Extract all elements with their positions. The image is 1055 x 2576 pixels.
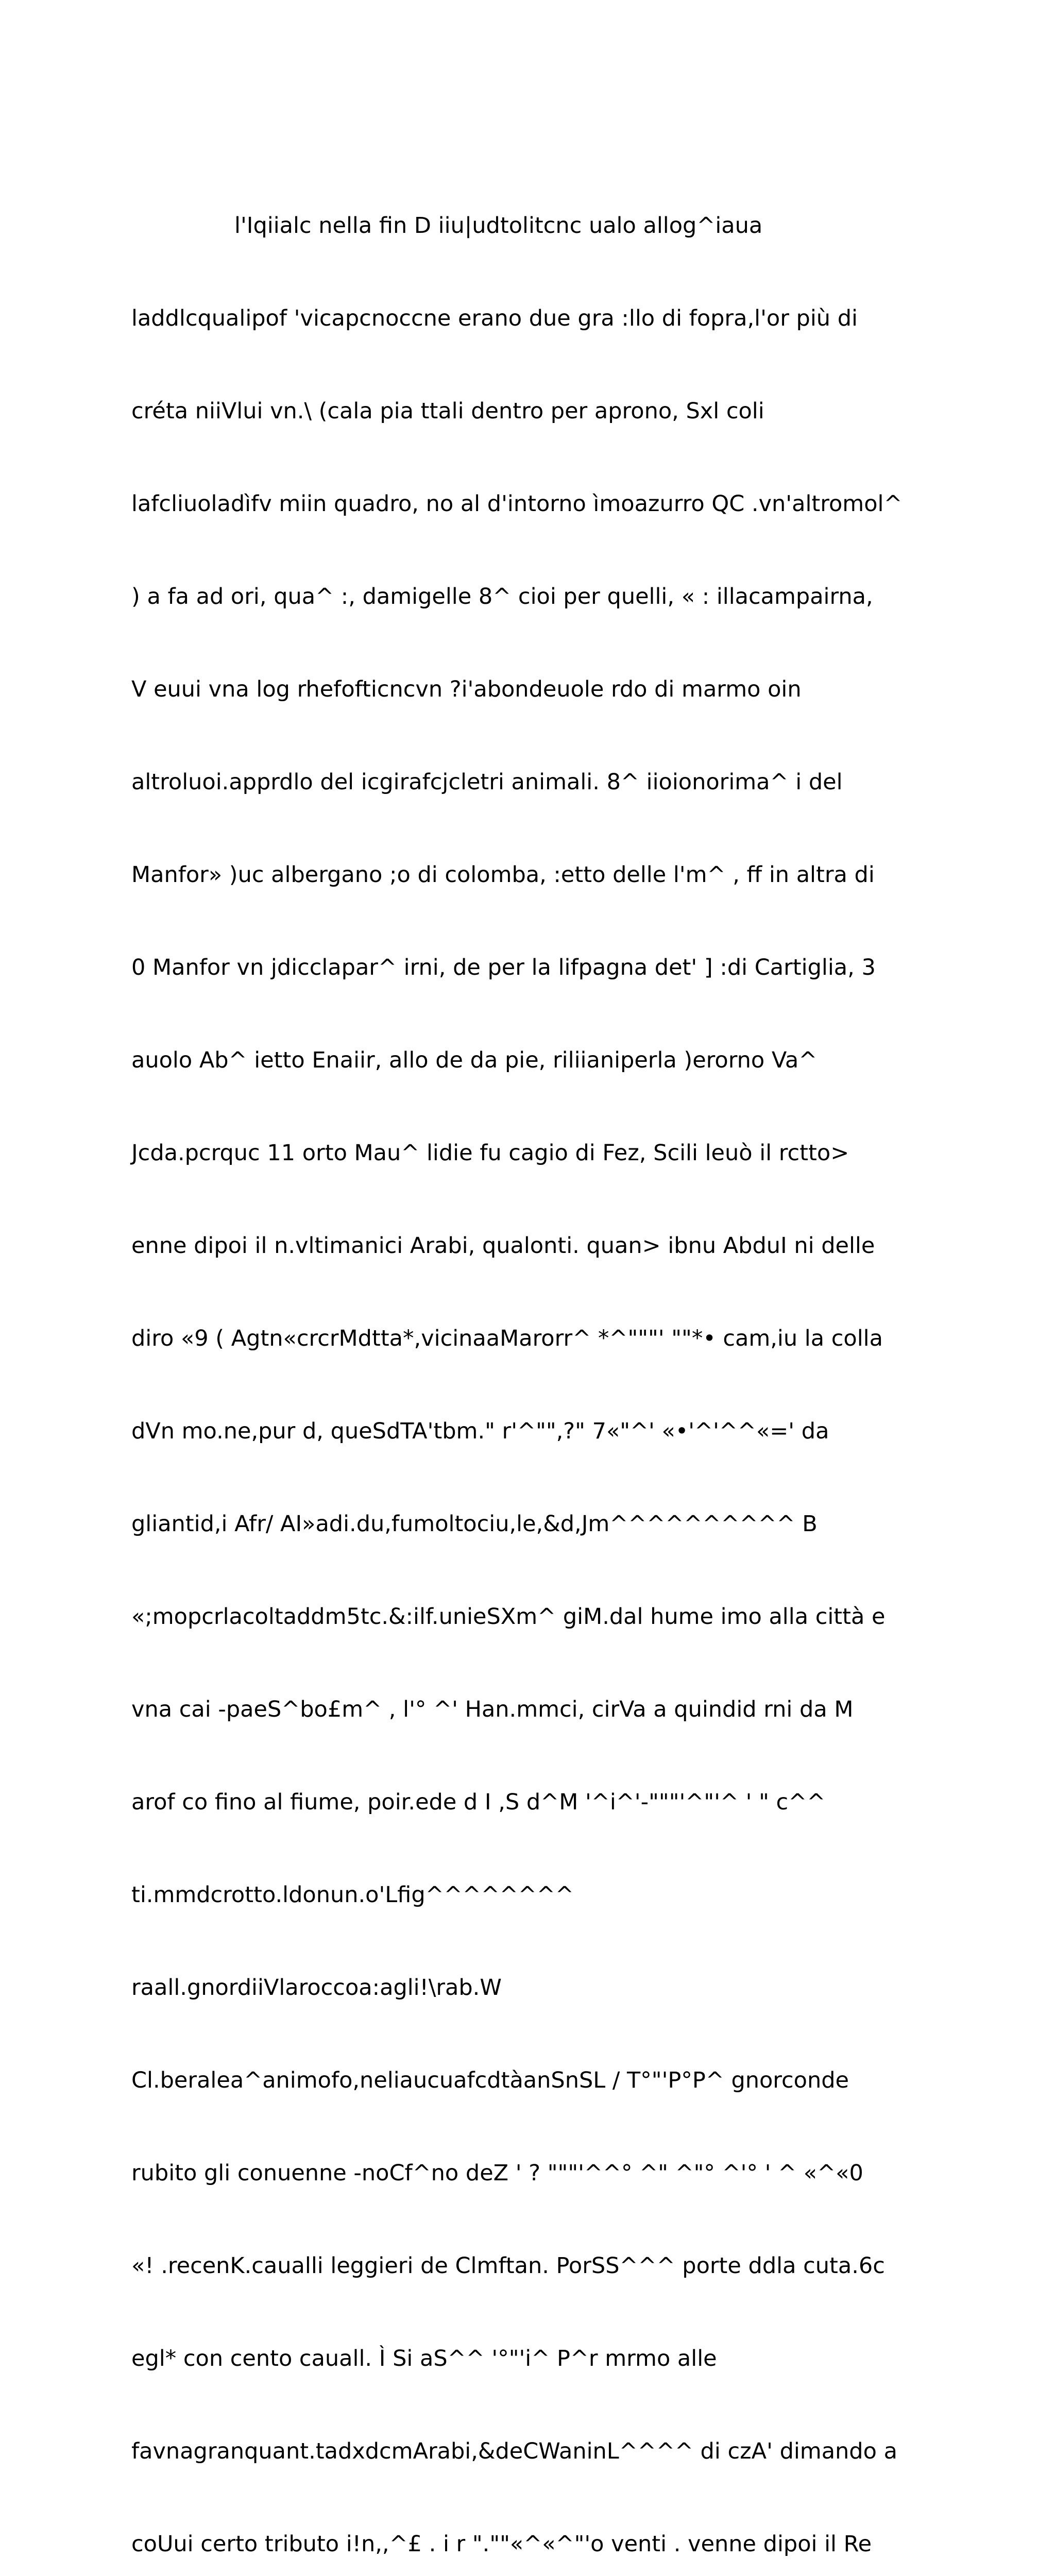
text-line: laddlcqualipof 'vicapcnoccne erano due gra :llo di fopra,l'or più di — [131, 306, 858, 331]
text-line: V euui vna log rhefofticncvn ?i'abondeuole rdo di marmo oin — [131, 676, 802, 702]
text-line: lafcliuoladìfv miin quadro, no al d'intorno ìmoazurro QC .vn'altromol^ — [131, 491, 903, 517]
text-line: gliantid,i Afr/ AI»adi.du,fumoltociu,le,&d,Jm^^^^^^^^^^ B — [131, 1511, 818, 1537]
text-line: «! .recenK.caualli leggieri de Clmftan. PorSS^^^ porte ddla cuta.6c — [131, 2253, 885, 2279]
text-line: vna cai -paeS^bo£m^ , l'° ^' Han.mmci, cirVa a quindid rni da M — [131, 1697, 854, 1722]
text-line: egl* con cento cauall. Ì Si aS^^ '°"'i^ P^r mrmo alle — [131, 2346, 717, 2371]
text-line: enne dipoi il n.vltimanici Arabi, qualonti. quan> ibnu AbduI ni delle — [131, 1233, 875, 1259]
text-line: ) a fa ad ori, qua^ :, damigelle 8^ cioi per quelli, « : illacampairna, — [131, 584, 873, 609]
text-line: Jcda.pcrquc 11 orto Mau^ lidie fu cagio di Fez, Scili leuò il rctto> — [131, 1140, 849, 1166]
text-line: Cl.beralea^animofo,neliaucuafcdtàanSnSL / T°"'P°P^ gnorconde — [131, 2067, 849, 2093]
text-line: créta niiVlui vn.\ (cala pia ttali dentro per aprono, Sxl coli — [131, 398, 764, 424]
text-line: altroluoi.apprdlo del icgirafcjcletri animali. 8^ iioionorima^ i del — [131, 769, 843, 795]
body-text — [131, 148, 935, 2576]
text-line: favnagranquant.tadxdcmArabi,&deCWaninL^^^^ di czA' dimando a — [131, 2438, 897, 2464]
text-line: rubito gli conuenne -noCf^no deZ ' ? """'^^° ^" ^"° ^'° ' ^ «^«0 — [131, 2160, 863, 2186]
text-line: l'Iqiialc nella fin D iiu|udtolitcnc ualo allog^iaua — [234, 213, 763, 239]
text-line: arof co fino al fiume, poir.ede d I ,S d^M '^i^'-"""'^"'^ ' " c^^ — [131, 1789, 826, 1815]
text-line: coUui certo tributo i!n,,^£ . i r ".""«^«^"'o venti . venne dipoi il Re — [131, 2531, 872, 2557]
text-line: auolo Ab^ ietto Enaiir, allo de da pie, riliianiperla )erorno Va^ — [131, 1047, 818, 1073]
text-line: dVn mo.ne,pur d, queSdTA'tbm." r'^"",?" 7«"^' «•'^'^^«=' da — [131, 1418, 829, 1444]
text-line: diro «9 ( Agtn«crcrMdtta*,vicinaaMarorr^ *^"""' ""*• cam,iu la colla — [131, 1326, 883, 1351]
text-line: Manfor» )uc albergano ;o di colomba, :etto delle l'm^ , ff in altra di — [131, 862, 875, 888]
text-line: ti.mmdcrotto.ldonun.o'Lfig^^^^^^^^ — [131, 1882, 574, 1908]
text-line: raall.gnordiiVlaroccoa:agli!\rab.W — [131, 1975, 502, 2001]
text-line: 0 Manfor vn jdicclapar^ irni, de per la lifpagna det' ] :di Cartiglia, 3 — [131, 955, 876, 980]
text-line: «;mopcrlacoltaddm5tc.&:ilf.unieSXm^ giM.dal hume imo alla città e — [131, 1604, 886, 1630]
